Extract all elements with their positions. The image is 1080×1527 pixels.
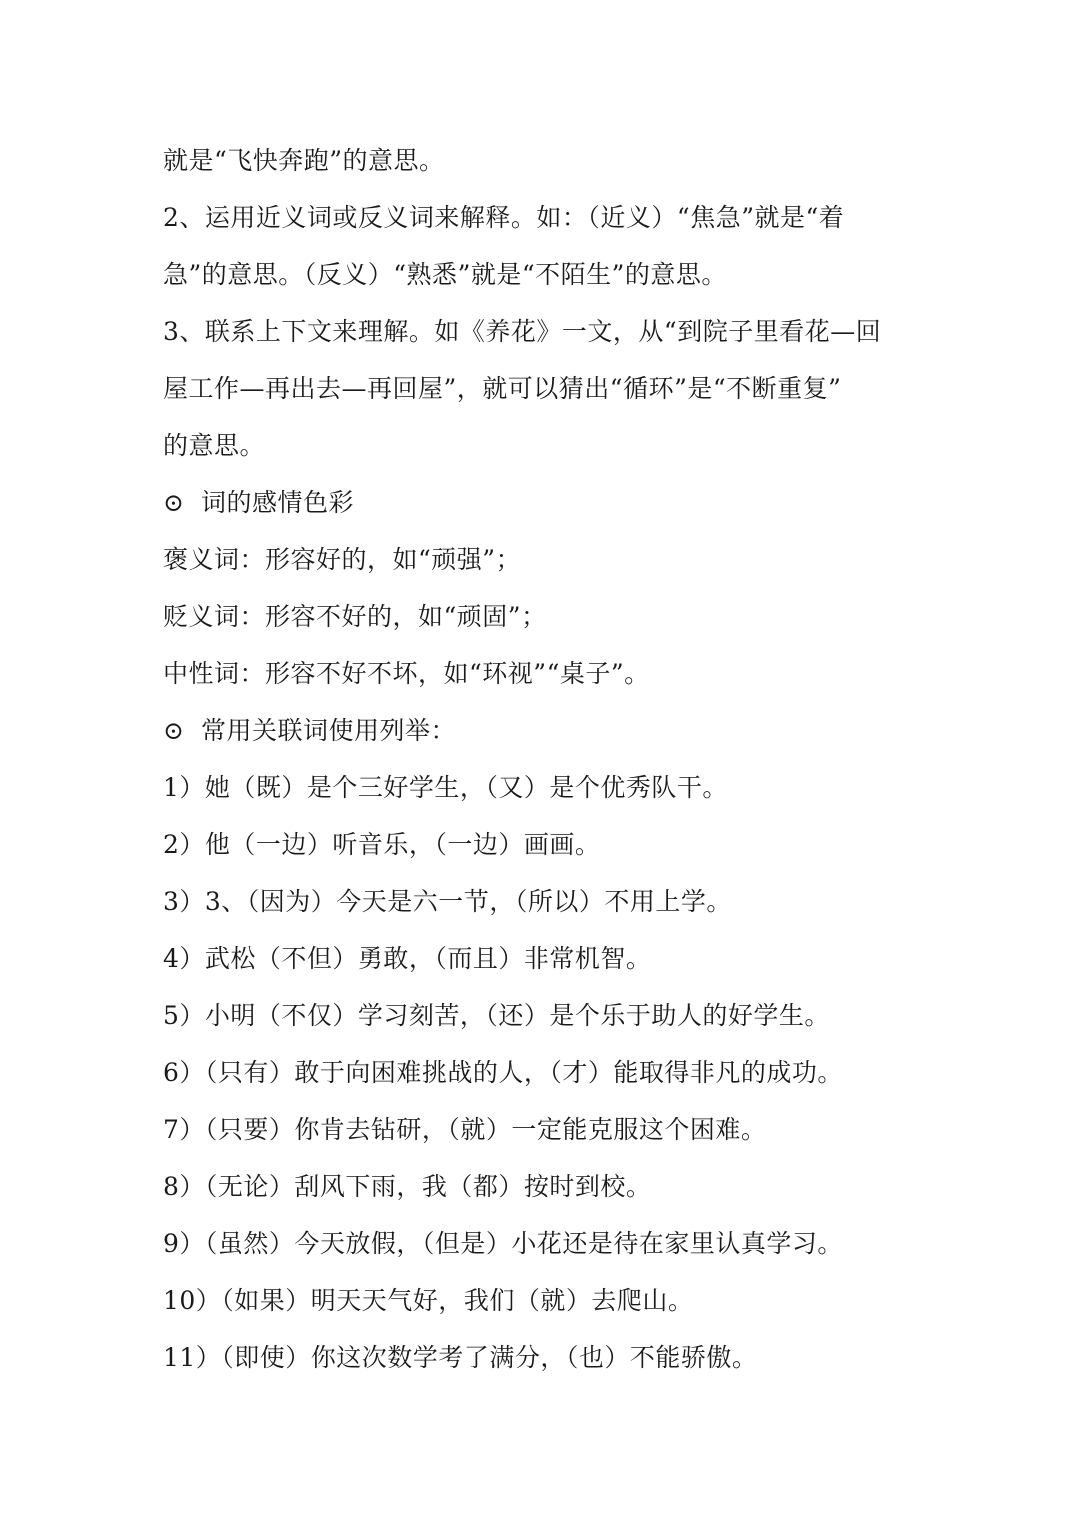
list-item: 8）（无论）刮风下雨，我（都）按时到校。 — [163, 1172, 652, 1201]
intro-line: 就是“飞快奔跑”的意思。 — [163, 146, 445, 175]
list-item: 1）她（既）是个三好学生，（又）是个优秀队干。 — [163, 773, 728, 802]
list-item: 4）武松（不但）勇敢，（而且）非常机智。 — [163, 944, 652, 973]
document-body — [163, 132, 923, 1386]
list-item: 贬义词：形容不好的，如“顽固”； — [163, 602, 547, 631]
paragraph-row: 3、联系上下文来理解。如《养花》一文，从“到院子里看花—回 — [163, 317, 882, 346]
method-paragraph-2 — [163, 189, 923, 303]
section-title: 词的感情色彩 — [201, 488, 355, 517]
list-item: 中性词：形容不好不坏，如“环视”“桌子”。 — [163, 659, 650, 688]
list-item: 10）（如果）明天天气好，我们（就）去爬山。 — [163, 1286, 694, 1315]
list-item: 9）（虽然）今天放假，（但是）小花还是待在家里认真学习。 — [163, 1229, 843, 1258]
paragraph-row: 2、运用近义词或反义词来解释。如：（近义）“焦急”就是“着 — [163, 203, 845, 232]
paragraph-row: 屋工作—再出去—再回屋”，就可以猜出“循环”是“不断重复” — [163, 374, 842, 403]
circled-dot-icon: ⊙ — [163, 488, 185, 517]
list-item: 5）小明（不仅）学习刻苦，（还）是个乐于助人的好学生。 — [163, 1001, 830, 1030]
list-item: 7）（只要）你肯去钻研，（就）一定能克服这个困难。 — [163, 1115, 767, 1144]
list-item: 褒义词：形容好的，如“顽强”； — [163, 545, 522, 574]
section-heading-emotion — [163, 474, 923, 531]
list-item: 3）3、（因为）今天是六一节，（所以）不用上学。 — [163, 887, 732, 916]
list-item: 11）（即使）你这次数学考了满分，（也）不能骄傲。 — [163, 1343, 758, 1372]
list-item: 6）（只有）敢于向困难挑战的人，（才）能取得非凡的成功。 — [163, 1058, 843, 1087]
method-paragraph-3 — [163, 303, 923, 474]
section-heading-conjunctions — [163, 702, 923, 759]
section-title: 常用关联词使用列举： — [201, 716, 457, 745]
list-item: 2）他（一边）听音乐，（一边）画画。 — [163, 830, 601, 859]
paragraph-row: 的意思。 — [163, 431, 266, 460]
paragraph-row: 急”的意思。（反义）“熟悉”就是“不陌生”的意思。 — [163, 260, 727, 289]
circled-dot-icon: ⊙ — [163, 716, 185, 745]
